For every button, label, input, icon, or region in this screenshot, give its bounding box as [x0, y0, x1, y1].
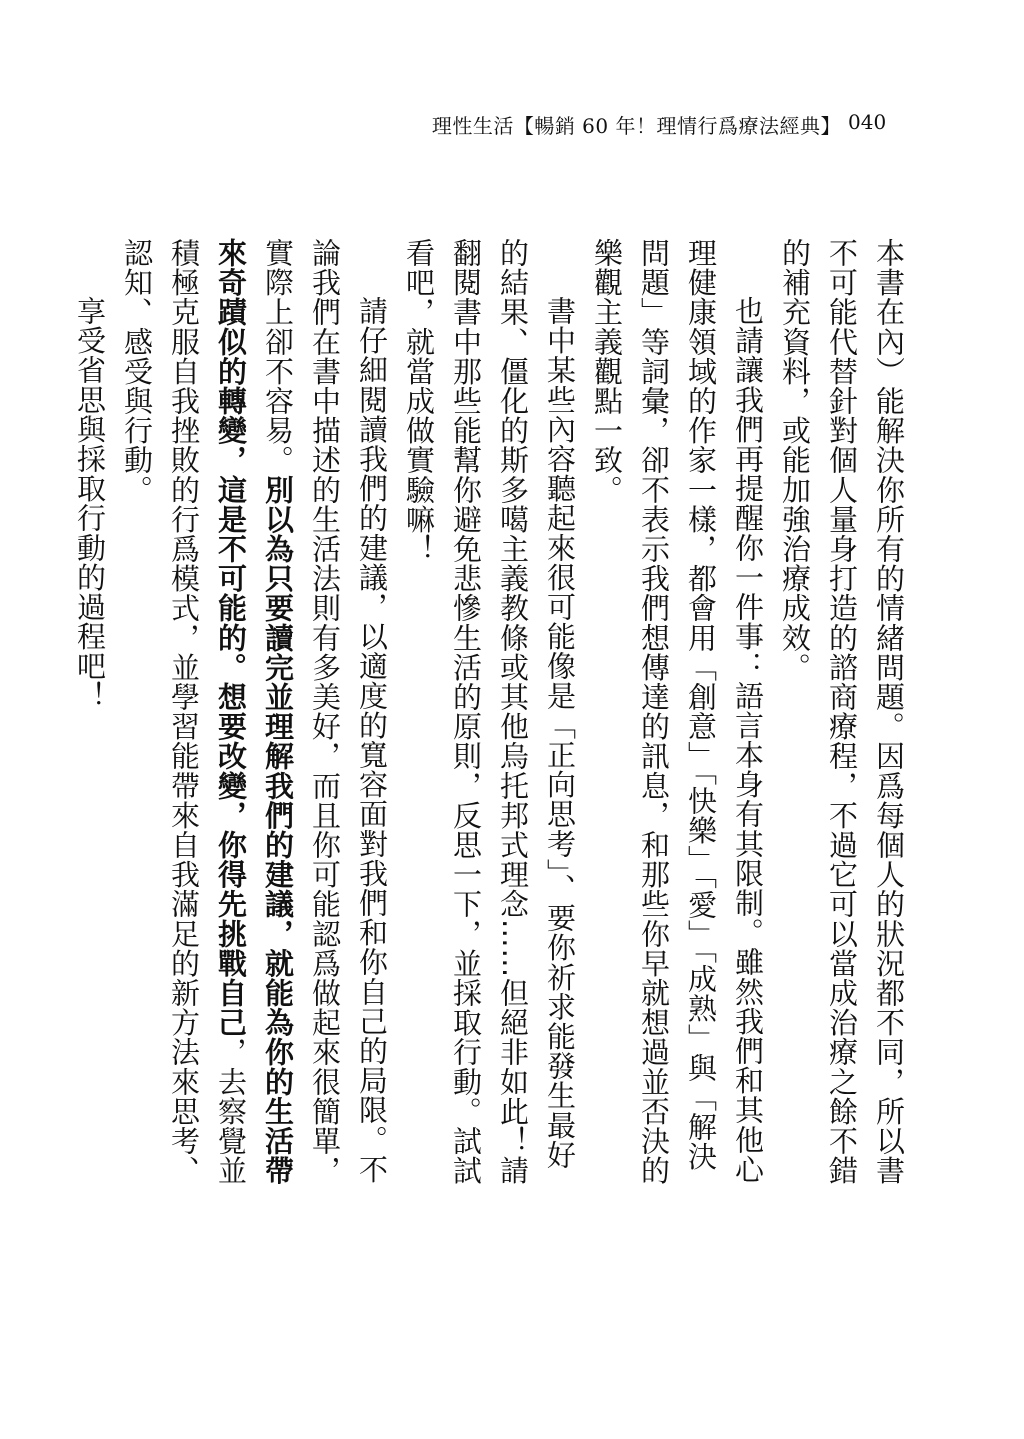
- page-header: [0, 106, 1024, 142]
- paragraph-4-part-1: 請仔細閱讀我們的建議，以適度的寬容面對我們和你自己的局限。不論我們在書中描述的生活法則有多美好，而且你可能認爲做起來很簡單，實際上卻不容易。: [261, 238, 389, 1186]
- paragraph-2: 也請讓我們再提醒你一件事：語言本身有其限制。雖然我們和其他心理健康領域的作家一樣，都會用「創意」「快樂」「愛」「成熟」與「解決問題」等詞彙，卻不表示我們想傳達的訊息，和那些你早就想過並否決的樂觀主義觀點一致。: [590, 238, 765, 1186]
- paragraph-4-part-3: ，去察覺並積極克服自我挫敗的行爲模式，並學習能帶來自我滿足的新方法來思考、認知、感受與行動。: [120, 238, 248, 1186]
- paragraph-5: 享受省思與採取行動的過程吧！: [73, 296, 107, 711]
- vertical-body-text: [73, 238, 912, 1198]
- page-number: 040: [848, 110, 887, 134]
- paragraph-4: [113, 238, 395, 1198]
- paragraph-1: 本書在內）能解決你所有的情緒問題。因爲每個人的狀況都不同，所以書不可能代替針對個人量身打造的諮商療程，不過它可以當成治療之餘不錯的補充資料，或能加強治療成效。: [778, 238, 906, 1186]
- paragraph-4-bold-part: 別以為只要讀完並理解我們的建議，就能為你的生活帶來奇蹟似的轉變，這是不可能的。想要改變，你得先挑戰自己: [214, 238, 295, 1186]
- running-header-title: 理性生活【暢銷 60 年！理情行爲療法經典】: [431, 114, 841, 138]
- paragraph-3: 書中某些內容聽起來很可能像是「正向思考」、要你祈求能發生最好的結果、僵化的斯多噶主義教條或其他烏托邦式理念……但絕非如此！請翻閱書中那些能幫你避免悲慘生活的原則，反思一下，並採取行動。試試看吧，就當成做實驗嘛！: [402, 238, 577, 1186]
